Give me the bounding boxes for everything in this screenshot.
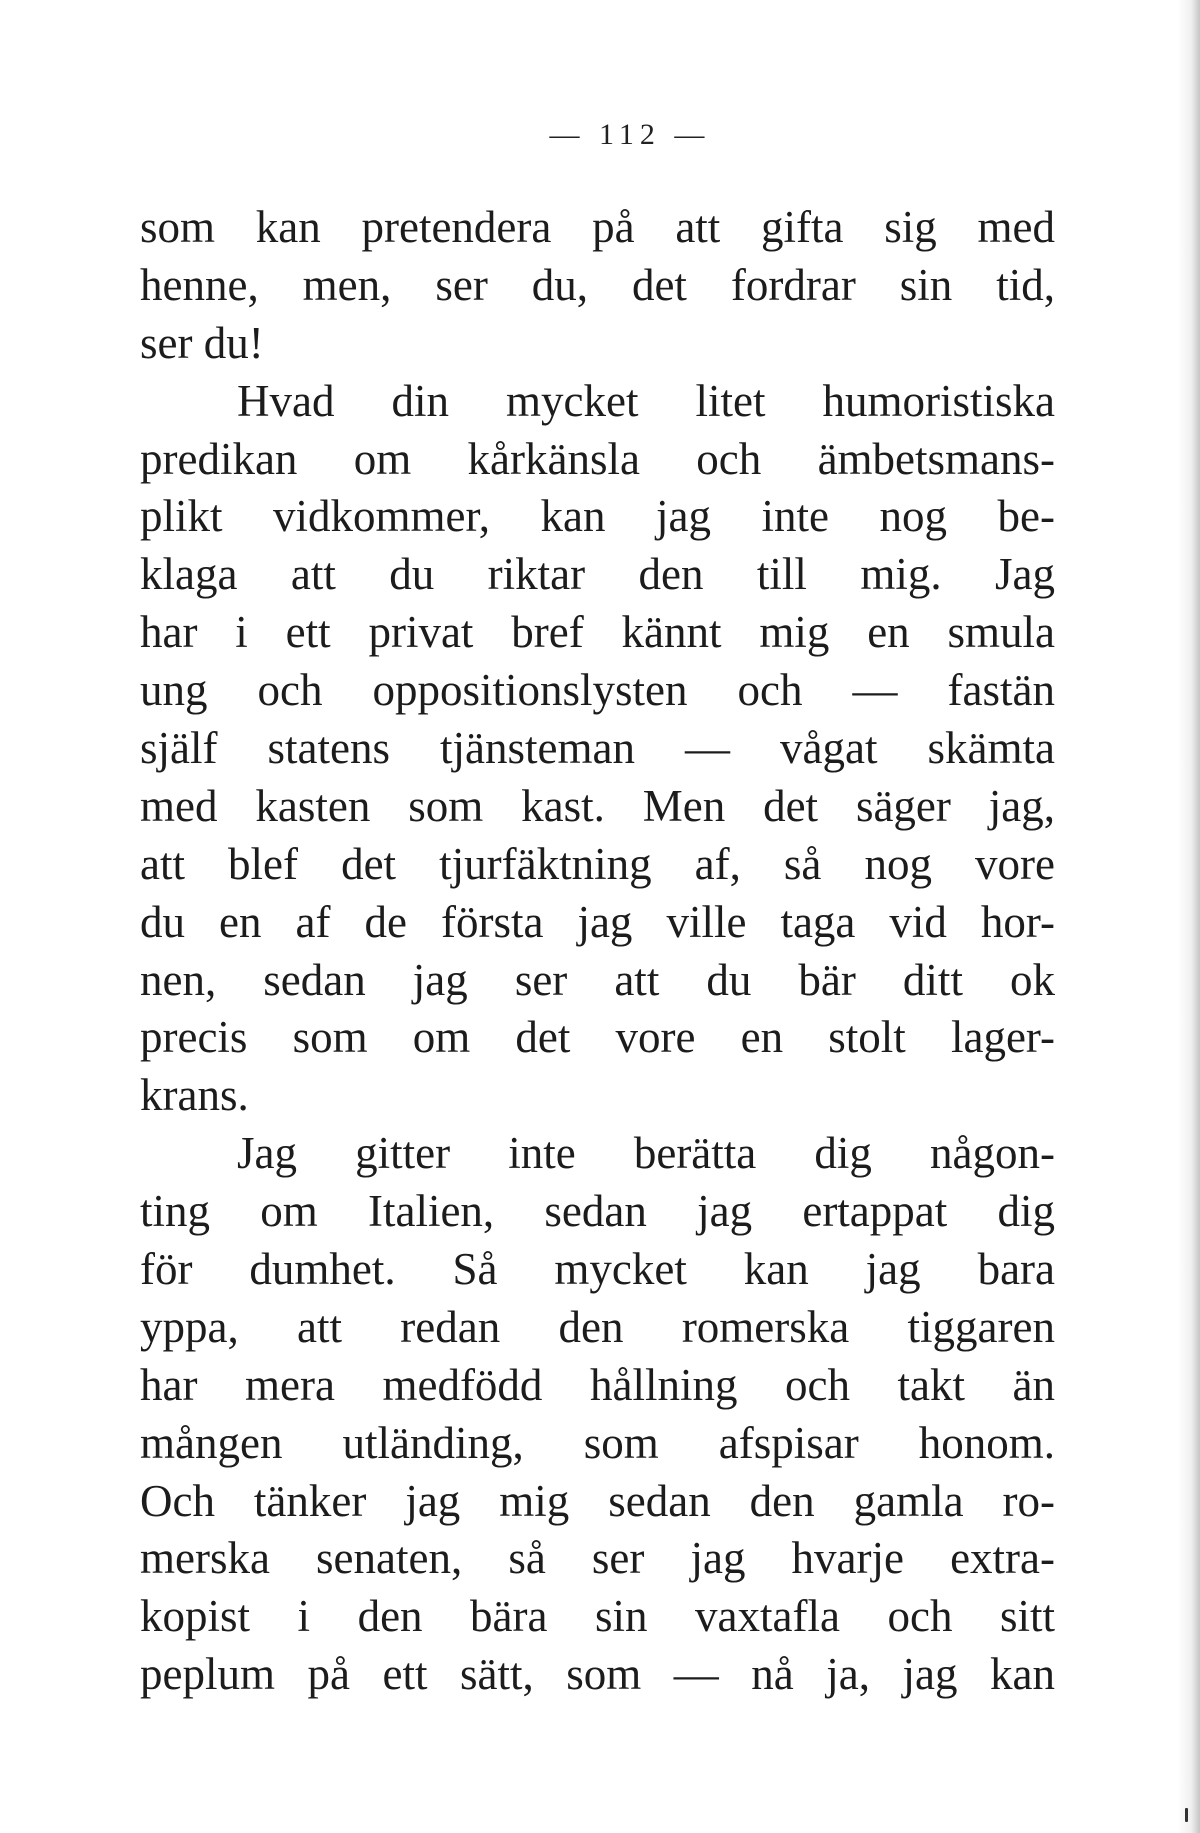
text-line: merska senaten, så ser jag hvarje extra- bbox=[140, 1533, 1055, 1584]
text-line: peplum på ett sätt, som — nå ja, jag kan bbox=[140, 1649, 1055, 1700]
text-line: Jag gitter inte berätta dig någon- bbox=[237, 1128, 1055, 1179]
text-line: klaga att du riktar den till mig. Jag bbox=[140, 549, 1055, 600]
page-edge-shadow bbox=[1178, 0, 1200, 1833]
text-line: Och tänker jag mig sedan den gamla ro- bbox=[140, 1475, 1055, 1526]
text-line: har mera medfödd hållning och takt än bbox=[140, 1359, 1055, 1410]
text-line: för dumhet. Så mycket kan jag bara bbox=[140, 1244, 1055, 1295]
text-line: mången utländing, som afspisar honom. bbox=[140, 1417, 1055, 1468]
text-line: har i ett privat bref kännt mig en smula bbox=[140, 607, 1055, 658]
body-text bbox=[140, 199, 1055, 1704]
text-line: krans. bbox=[140, 1070, 249, 1121]
text-line: henne, men, ser du, det fordrar sin tid, bbox=[140, 259, 1055, 310]
text-line: ting om Italien, sedan jag ertappat dig bbox=[140, 1186, 1055, 1237]
text-line: som kan pretendera på att gifta sig med bbox=[140, 202, 1055, 252]
text-line: predikan om kårkänsla och ämbetsmans- bbox=[140, 433, 1055, 484]
text-line: plikt vidkommer, kan jag inte nog be- bbox=[140, 491, 1055, 542]
text-line: du en af de första jag ville taga vid hor- bbox=[140, 896, 1055, 947]
text-line: precis som om det vore en stolt lager- bbox=[140, 1012, 1055, 1063]
text-line: ser du! bbox=[140, 317, 264, 368]
text-line: med kasten som kast. Men det säger jag, bbox=[140, 780, 1055, 831]
text-line: ung och oppositionslysten och — fastän bbox=[140, 665, 1055, 716]
text-line: yppa, att redan den romerska tiggaren bbox=[140, 1301, 1055, 1352]
text-line: själf statens tjänsteman — vågat skämta bbox=[140, 723, 1055, 774]
text-line: Hvad din mycket litet humoristiska bbox=[237, 375, 1055, 426]
text-line: nen, sedan jag ser att du bär ditt ok bbox=[140, 954, 1055, 1005]
text-line: kopist i den bära sin vaxtafla och sitt bbox=[140, 1591, 1055, 1642]
text-line: att blef det tjurfäktning af, så nog vore bbox=[140, 838, 1055, 889]
scan-speck bbox=[1185, 1808, 1188, 1822]
page-number: — 112 — bbox=[549, 118, 711, 151]
